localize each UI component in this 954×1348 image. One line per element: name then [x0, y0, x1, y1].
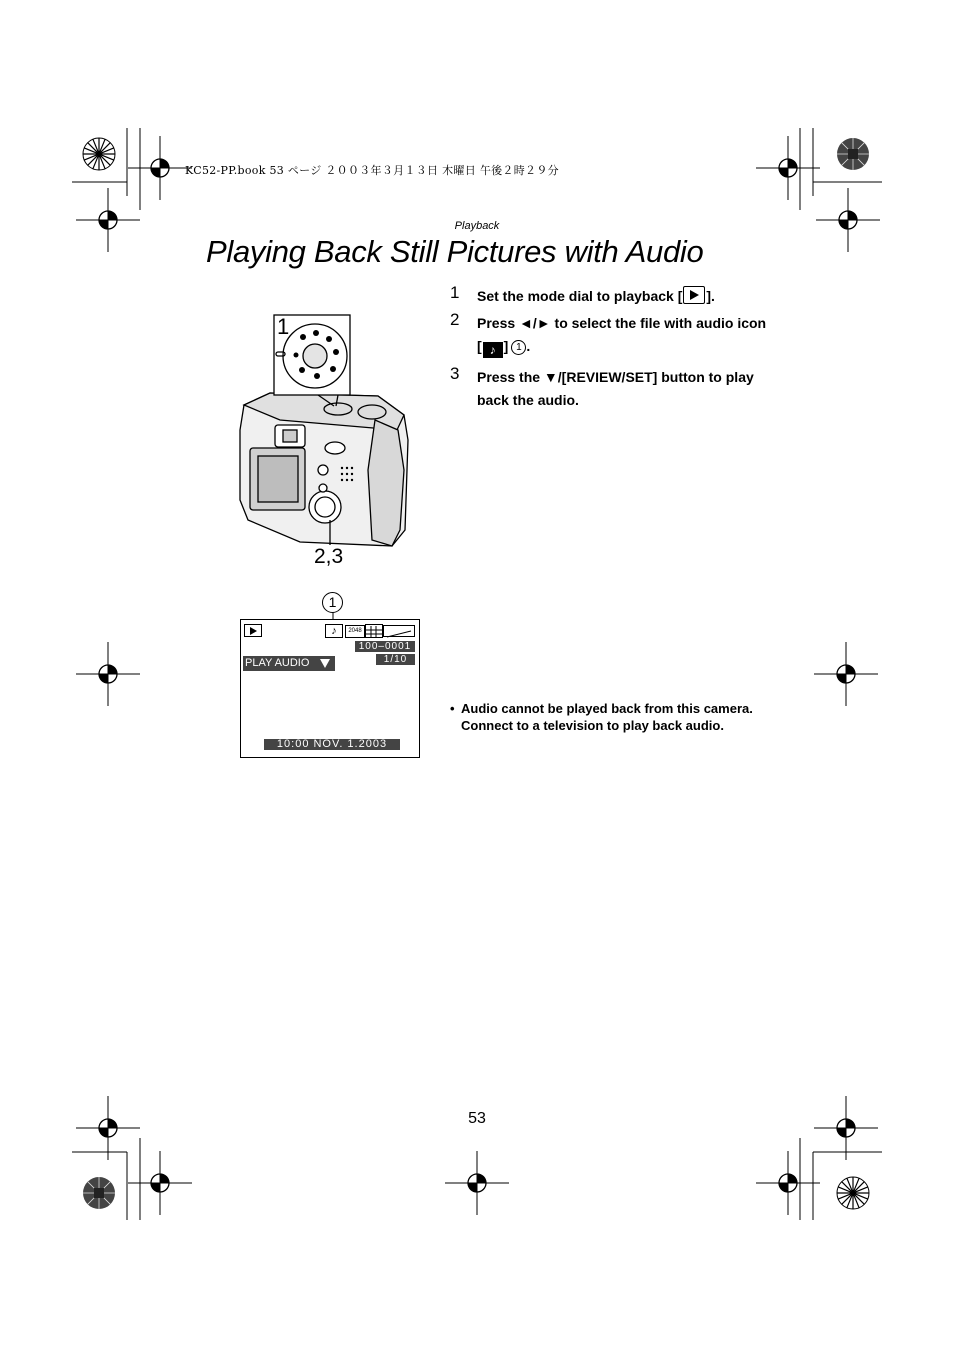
down-arrow-icon [320, 659, 330, 668]
audio-icon: ♪ [325, 624, 343, 638]
playback-icon [683, 286, 705, 304]
step-number: 1 [450, 283, 460, 302]
step-text: Set the mode dial to playback [ ]. [477, 288, 715, 304]
date-time: 10:00 NOV. 1.2003 [264, 739, 400, 750]
playback-mode-icon [244, 624, 262, 637]
step-text: Press the ▼/[REVIEW/SET] button to play back the audio. [477, 369, 754, 408]
step-number: 3 [450, 364, 460, 383]
page-number: 53 [468, 1110, 486, 1127]
note-text: Audio cannot be played back from this camera. Connect to a television to play back audio. [461, 701, 753, 733]
play-audio-label: PLAY AUDIO [245, 657, 310, 669]
play-audio-banner [243, 656, 335, 671]
file-number: 100–0001 [355, 641, 415, 652]
section-label: Playback [454, 220, 500, 232]
step-number: 2 [450, 310, 460, 329]
mode-dial-label: 1 [277, 314, 290, 339]
step-text: Press ◄/► to select the file with audio icon [ ♪ ] 1 . [477, 315, 767, 357]
picture-count: 1/10 [376, 654, 415, 665]
camera-illustration [240, 315, 408, 546]
button-label: 2,3 [314, 545, 344, 568]
audio-icon: ♪ [483, 342, 503, 358]
battery-icon [383, 625, 415, 637]
battery-level-icon [384, 629, 414, 639]
bullet: • [450, 701, 455, 716]
page-title: Playing Back Still Pictures with Audio [206, 234, 704, 269]
quality-icon [365, 624, 383, 638]
callout-number: 1 [511, 340, 526, 355]
lcd-callout-number: 1 [322, 592, 343, 613]
grid-icon [366, 626, 382, 638]
lcd-screen [240, 619, 420, 758]
print-header: KC52-PP.book 53 ページ ２００３年３月１３日 木曜日 午後２時２９分 [185, 164, 559, 177]
resolution-badge: 2048 [345, 625, 365, 638]
